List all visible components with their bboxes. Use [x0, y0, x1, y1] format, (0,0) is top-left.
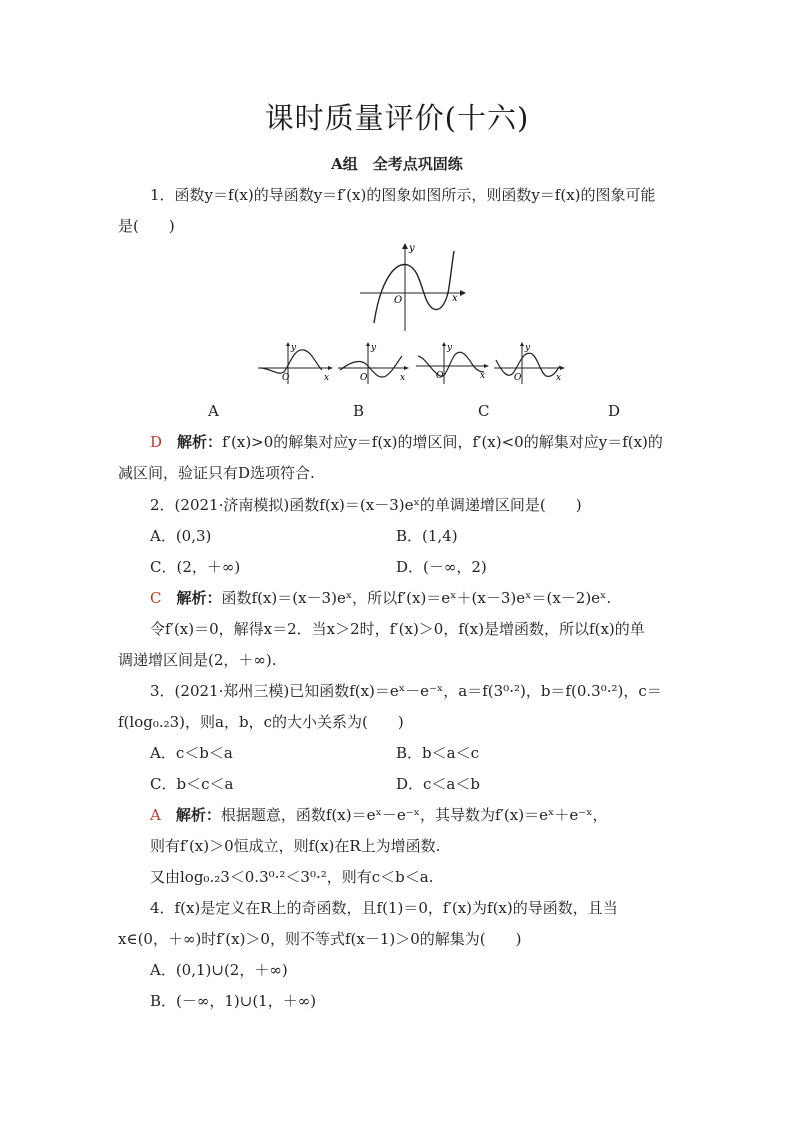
svg-text:O: O — [282, 373, 290, 383]
q1-graph-origin-label: O — [394, 295, 403, 306]
q1-option-b-label: B — [353, 402, 365, 420]
q1-option-d-label: D — [608, 402, 621, 420]
svg-text:O: O — [514, 373, 522, 383]
q3-answer: A — [150, 806, 161, 824]
q1-option-b-graph — [338, 342, 414, 384]
q1-solution-label: 解析： — [177, 433, 223, 451]
q2-option-d: D．(－∞，2) — [396, 558, 487, 576]
svg-text:y: y — [371, 343, 377, 353]
svg-text:O: O — [436, 371, 444, 381]
q3-option-a: A．c＜b＜a — [150, 744, 233, 762]
q3-option-b: B．b＜a＜c — [396, 744, 479, 762]
q2-solution-line3: 调递增区间是(2，＋∞). — [118, 651, 277, 669]
q3-solution-line2: 则有f′(x)＞0恒成立，则f(x)在R上为增函数. — [150, 837, 441, 855]
svg-text:y: y — [525, 343, 531, 353]
q3-solution-line1: A 解析：根据题意，函数f(x)＝eˣ－e⁻ˣ，其导数为f′(x)＝eˣ＋e⁻ˣ， — [150, 806, 608, 824]
q4-stem-line1: 4．f(x)是定义在R上的奇函数，且f(1)＝0，f′(x)为f(x)的导函数，且当 — [150, 899, 618, 917]
section-heading: A组 全考点巩固练 — [331, 155, 463, 173]
q1-answer: D — [150, 433, 163, 451]
q2-stem: 2．(2021·济南模拟)函数f(x)＝(x－3)eˣ的单调递增区间是( ) — [150, 496, 582, 514]
q2-option-b: B．(1,4) — [396, 527, 458, 545]
q3-solution-label: 解析： — [175, 806, 221, 824]
q1-option-c-label: C — [478, 402, 490, 420]
q1-solution-line2: 减区间，验证只有D选项符合. — [118, 464, 315, 482]
q1-option-c-graph — [416, 342, 492, 384]
q1-graph-y-label: y — [409, 243, 415, 254]
svg-text:x: x — [556, 373, 562, 383]
q1-solution-line1: D 解析：f′(x)>0的解集对应y＝f(x)的增区间，f′(x)<0的解集对应y＝f(x)的 — [150, 433, 663, 451]
q4-stem-line2: x∈(0，＋∞)时f′(x)＞0，则不等式f(x－1)＞0的解集为( ) — [118, 930, 522, 948]
q3-option-c: C．b＜c＜a — [150, 775, 234, 793]
q3-stem-line1: 3．(2021·郑州三模)已知函数f(x)＝eˣ－e⁻ˣ，a＝f(3⁰·²)，b＝f(0.3⁰·²)，c＝ — [150, 682, 662, 700]
q4-option-a: A．(0,1)∪(2，＋∞) — [150, 961, 288, 979]
q2-option-c: C．(2，＋∞) — [150, 558, 241, 576]
q2-answer: C — [150, 589, 162, 607]
q4-option-b: B．(－∞，1)∪(1，＋∞) — [150, 992, 317, 1010]
q3-option-d: D．c＜a＜b — [396, 775, 480, 793]
svg-text:x: x — [400, 373, 406, 383]
q3-solution-line3: 又由log₀.₂3＜0.3⁰·²＜3⁰·²，则有c＜b＜a. — [150, 868, 434, 886]
svg-text:y: y — [447, 343, 453, 353]
q1-option-d-graph — [494, 342, 570, 384]
svg-text:x: x — [480, 371, 486, 381]
q3-stem-line2: f(log₀.₂3)，则a，b，c的大小关系为( ) — [118, 713, 404, 731]
q1-stem-line1: 1．函数y＝f(x)的导函数y＝f′(x)的图象如图所示，则函数y＝f(x)的图象可能 — [150, 186, 656, 204]
svg-text:x: x — [324, 373, 330, 383]
page-title: 课时质量评价(十六) — [264, 101, 530, 135]
q1-stem-line2: 是( ) — [118, 217, 175, 235]
q2-option-a: A．(0,3) — [150, 527, 212, 545]
q1-option-a-label: A — [208, 402, 219, 420]
q2-solution-line2: 令f′(x)＝0，解得x＝2．当x＞2时，f′(x)＞0，f(x)是增函数，所以f(x)的单 — [150, 620, 645, 638]
q1-option-a-graph — [258, 342, 334, 384]
q1-graph-x-label: x — [452, 293, 458, 304]
q2-solution-label: 解析： — [176, 589, 222, 607]
svg-text:O: O — [360, 373, 368, 383]
q1-derivative-graph — [360, 243, 470, 333]
q2-solution-line1: C 解析：函数f(x)＝(x－3)eˣ，所以f′(x)＝eˣ＋(x－3)eˣ＝(x－2)eˣ. — [150, 589, 612, 607]
svg-text:y: y — [291, 343, 297, 353]
